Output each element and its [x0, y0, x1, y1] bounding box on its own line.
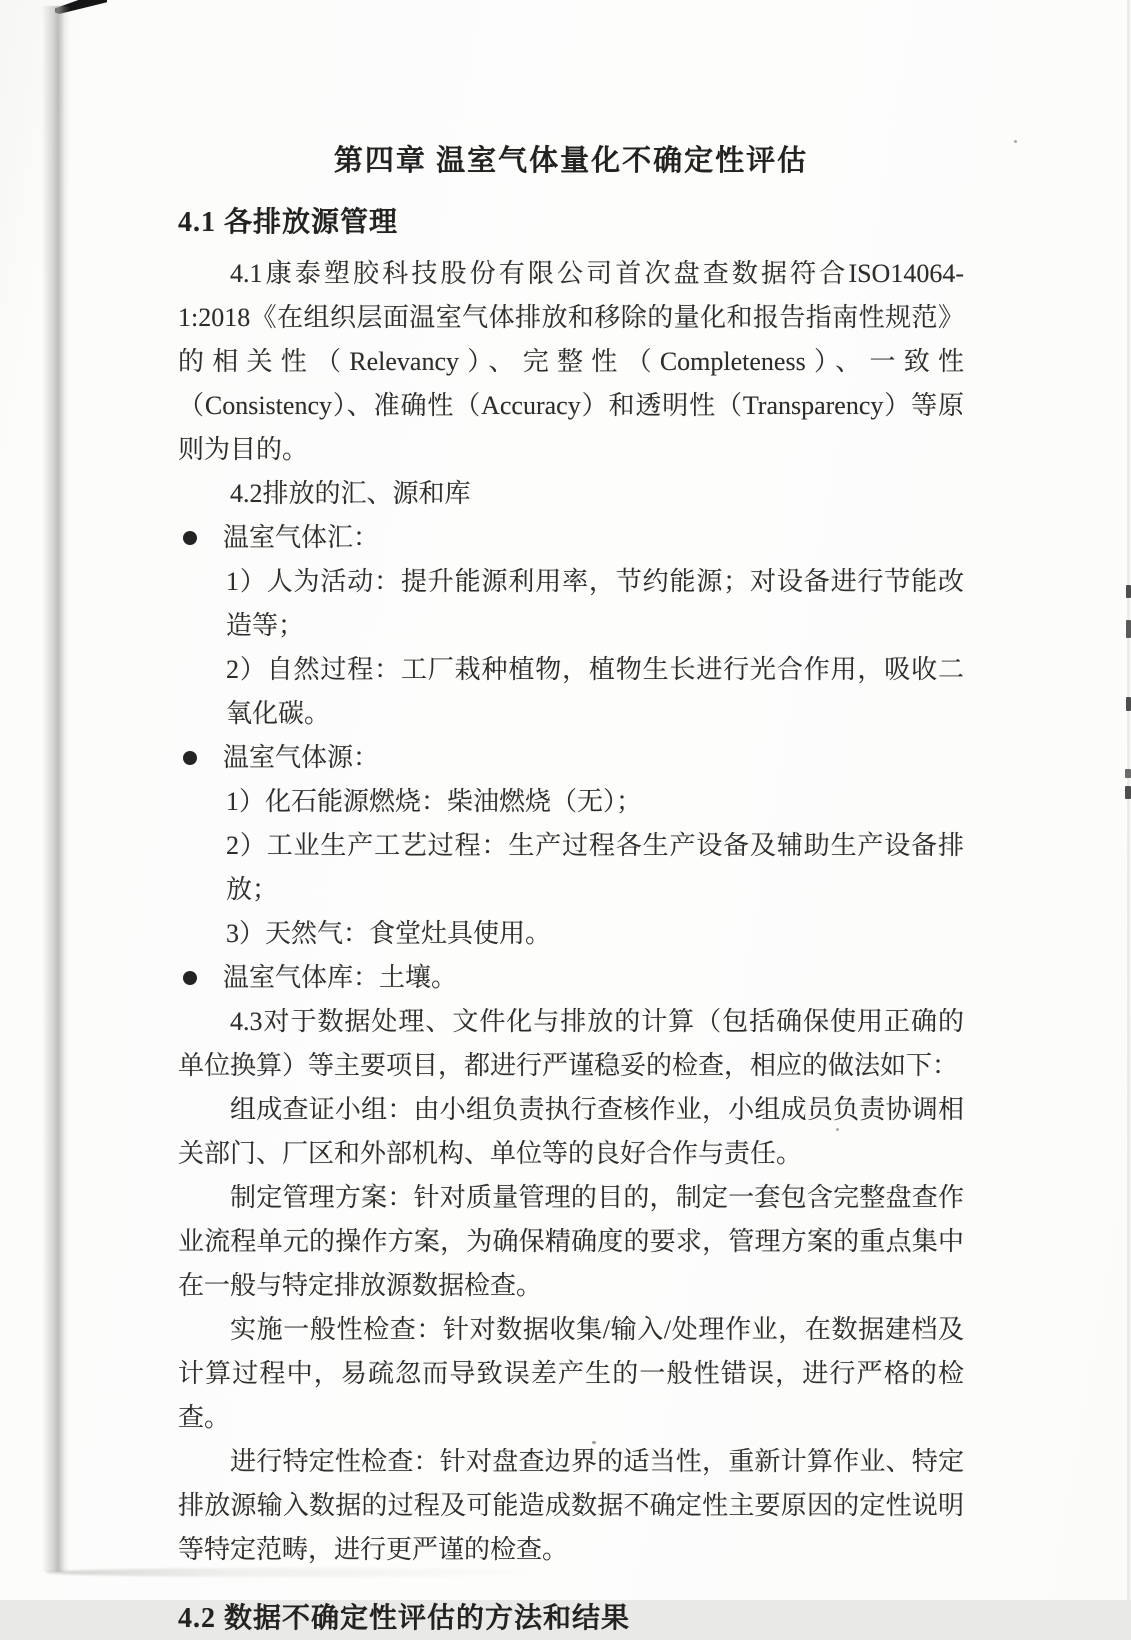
bullet-icon: [183, 531, 197, 545]
bullet-ghg-sinks: [178, 516, 964, 560]
paragraph-principles: 4.1康泰塑胶科技股份有限公司首次盘查数据符合ISO14064-1:2018《在组织层面温室气体排放和移除的量化和报告指南性规范》的相关性（Relevancy）、完整性（Completeness）、一致性（Consistency）、准确性（Accuracy）和透明性（Transparency）等原则为目的。: [178, 259, 964, 464]
bullet-label: 温室气体源：: [223, 743, 380, 772]
bullet-icon: [183, 971, 197, 985]
paragraph-verification-team: 组成查证小组：由小组负责执行查核作业，小组成员负责协调相关部门、厂区和外部机构、单位等的良好合作与责任。: [178, 1095, 964, 1168]
chapter-title: 第四章 温室气体量化不确定性评估: [333, 145, 809, 177]
list-item: 1）化石能源燃烧：柴油燃烧（无）；: [226, 787, 643, 816]
paragraph-management-plan: 制定管理方案：针对质量管理的目的，制定一套包含完整盘查作业流程单元的操作方案，为确保精确度的要求，管理方案的重点集中在一般与特定排放源数据检查。: [178, 1183, 964, 1300]
paragraph-specific-check: 进行特定性检查：针对盘查边界的适当性，重新计算作业、特定排放源输入数据的过程及可能造成数据不确定性主要原因的定性说明等特定范畴，进行更严谨的检查。: [178, 1447, 964, 1564]
scan-edge-bleed-mark: [1125, 786, 1131, 799]
list-item: 2）工业生产工艺过程：生产过程各生产设备及辅助生产设备排放；: [226, 831, 964, 904]
scan-edge-bleed-mark: [1126, 585, 1131, 598]
bullet-label: 温室气体汇：: [223, 523, 380, 552]
list-item: 1）人为活动：提升能源利用率，节约能源；对设备进行节能改造等；: [226, 567, 964, 640]
bullet-label: 温室气体库：土壤。: [223, 963, 458, 992]
bullet-ghg-sources: [178, 736, 964, 780]
scan-speck: [1014, 140, 1017, 143]
paragraph-4-3: 4.3对于数据处理、文件化与排放的计算（包括确保使用正确的单位换算）等主要项目，都进行严谨稳妥的检查，相应的做法如下：: [178, 1007, 964, 1080]
list-item: 3）天然气：食堂灶具使用。: [226, 919, 552, 948]
section-heading-4-1: 4.1 各排放源管理: [178, 207, 399, 238]
section-heading-4-2: 4.2 数据不确定性评估的方法和结果: [178, 1603, 631, 1634]
paragraph-4-2-intro: 4.2排放的汇、源和库: [230, 479, 471, 508]
scan-binding-shadow: [42, 6, 70, 1572]
scan-edge-bleed-mark: [1125, 769, 1131, 778]
document-content: [178, 138, 964, 1640]
scan-page-edge: [1127, 0, 1130, 1600]
list-item: 2）自然过程：工厂栽种植物，植物生长进行光合作用，吸收二氧化碳。: [226, 655, 964, 728]
bullet-icon: [183, 751, 197, 765]
paragraph-general-check: 实施一般性检查：针对数据收集/输入/处理作业，在数据建档及计算过程中，易疏忽而导致误差产生的一般性错误，进行严格的检查。: [178, 1315, 964, 1432]
scan-edge-bleed-mark: [1126, 697, 1131, 711]
bullet-ghg-reservoirs: [178, 956, 964, 1000]
scan-edge-bleed-mark: [1126, 620, 1131, 638]
